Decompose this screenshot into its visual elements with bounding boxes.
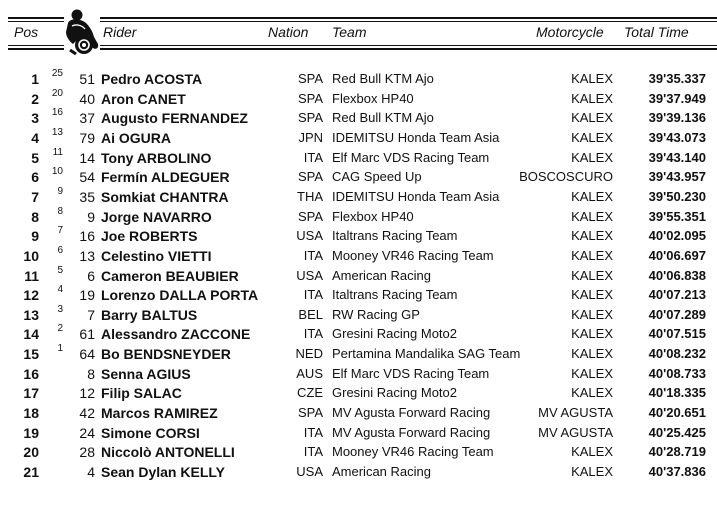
rider-name-cell: Aron CANET	[101, 90, 186, 107]
nation-cell: BEL	[298, 306, 323, 322]
motorcycle-cell: KALEX	[571, 129, 613, 145]
total-time-cell: 39'50.230	[648, 188, 706, 204]
col-header-nation: Nation	[268, 24, 309, 40]
team-cell: Red Bull KTM Ajo	[332, 71, 434, 86]
position-cell: 6	[31, 169, 39, 186]
nation-cell: ITA	[303, 424, 323, 440]
motorcycle-cell: KALEX	[571, 149, 613, 165]
nation-cell: JPN	[298, 129, 323, 145]
nation-cell: ITA	[303, 287, 323, 303]
team-cell: Italtrans Racing Team	[332, 287, 458, 303]
result-row	[0, 366, 717, 385]
result-row	[0, 107, 717, 129]
total-time-cell: 40'18.335	[648, 385, 706, 401]
rider-name-cell: Barry BALTUS	[101, 306, 198, 323]
team-cell: Red Bull KTM Ajo	[332, 110, 434, 126]
motorcycle-cell: KALEX	[571, 90, 613, 106]
total-time-cell: 40'07.213	[648, 287, 706, 303]
nation-cell: SPA	[297, 71, 323, 86]
position-cell: 8	[31, 208, 39, 225]
motorcycle-cell: KALEX	[571, 228, 613, 244]
position-cell: 7	[31, 188, 39, 205]
position-cell: 19	[23, 424, 39, 441]
nation-cell: USA	[296, 228, 323, 244]
motorcycle-cell: KALEX	[571, 287, 613, 303]
rider-name-cell: Jorge NAVARRO	[101, 208, 212, 225]
rider-number-cell: 79	[79, 129, 95, 146]
nation-cell: USA	[296, 464, 323, 479]
rider-number-cell: 16	[79, 228, 95, 245]
team-cell: Gresini Racing Moto2	[332, 326, 457, 342]
total-time-cell: 39'43.073	[648, 129, 706, 145]
header-rule-bottom-right	[100, 48, 717, 50]
total-time-cell: 40'37.836	[648, 464, 706, 479]
header-rule-top-right	[100, 17, 717, 19]
team-cell: MV Agusta Forward Racing	[332, 424, 491, 440]
points-cell: 6	[57, 244, 63, 256]
result-row	[0, 264, 717, 287]
rider-number-cell: 13	[79, 247, 95, 264]
rider-name-cell: Augusto FERNANDEZ	[101, 110, 248, 127]
points-cell: 5	[57, 264, 63, 276]
result-row	[0, 185, 717, 208]
nation-cell: SPA	[297, 208, 323, 224]
rider-number-cell: 8	[87, 365, 95, 382]
points-cell: 13	[51, 126, 63, 138]
motorcycle-cell: KALEX	[571, 71, 613, 86]
result-row	[0, 166, 717, 188]
motorcycle-cell: KALEX	[571, 208, 613, 224]
rider-number-cell: 12	[79, 385, 95, 402]
total-time-cell: 40'08.733	[648, 365, 706, 381]
rider-name-cell: Marcos RAMIREZ	[101, 405, 218, 422]
team-cell: Flexbox HP40	[332, 90, 414, 106]
motorcycle-cell: KALEX	[571, 306, 613, 322]
total-time-cell: 40'06.838	[648, 267, 706, 283]
nation-cell: SPA	[297, 110, 323, 126]
total-time-cell: 40'20.651	[648, 405, 706, 421]
motorcycle-cell: KALEX	[571, 444, 613, 460]
nation-cell: AUS	[296, 365, 323, 381]
result-row	[0, 225, 717, 247]
points-cell: 3	[57, 303, 63, 315]
result-row	[0, 303, 717, 326]
rider-number-cell: 7	[87, 306, 95, 323]
points-cell: 8	[57, 205, 63, 217]
position-cell: 20	[23, 444, 39, 461]
rider-number-cell: 40	[79, 90, 95, 107]
rider-name-cell: Bo BENDSNEYDER	[101, 346, 231, 363]
team-cell: Flexbox HP40	[332, 208, 414, 224]
position-cell: 13	[23, 306, 39, 323]
total-time-cell: 39'55.351	[648, 208, 706, 224]
header-rule-bottom-right-thin	[100, 45, 717, 46]
result-row	[0, 323, 717, 345]
rider-number-cell: 54	[79, 169, 95, 186]
header-rule-top-left	[8, 17, 64, 19]
col-header-team: Team	[332, 24, 367, 40]
total-time-cell: 39'37.949	[648, 90, 706, 106]
result-row	[0, 385, 717, 404]
total-time-cell: 40'07.515	[648, 326, 706, 342]
rider-name-cell: Celestino VIETTI	[101, 247, 212, 264]
rider-name-cell: Pedro ACOSTA	[101, 71, 203, 87]
nation-cell: ITA	[303, 247, 323, 263]
motorcycle-cell: MV AGUSTA	[538, 405, 613, 421]
header-rule-top-left-thin	[8, 21, 64, 22]
motorcycle-rider-icon	[60, 8, 102, 56]
result-row	[0, 444, 717, 463]
team-cell: American Racing	[332, 464, 431, 479]
points-cell: 25	[51, 68, 63, 79]
motorcycle-cell: KALEX	[571, 385, 613, 401]
points-cell: 10	[51, 166, 63, 178]
col-header-total-time: Total Time	[624, 24, 689, 40]
header-rule-top-right-thin	[100, 21, 717, 22]
total-time-cell: 40'07.289	[648, 306, 706, 322]
team-cell: Elf Marc VDS Racing Team	[332, 149, 490, 165]
team-cell: MV Agusta Forward Racing	[332, 405, 491, 421]
total-time-cell: 39'43.957	[648, 169, 706, 185]
total-time-cell: 39'39.136	[648, 110, 706, 126]
result-row	[0, 244, 717, 267]
position-cell: 14	[23, 326, 39, 343]
total-time-cell: 39'43.140	[648, 149, 706, 165]
motorcycle-cell: KALEX	[571, 188, 613, 204]
position-cell: 4	[31, 129, 39, 146]
rider-name-cell: Sean Dylan KELLY	[101, 464, 225, 480]
col-header-rider: Rider	[103, 24, 137, 40]
rider-number-cell: 24	[79, 424, 95, 441]
result-row	[0, 343, 717, 365]
motorcycle-cell: KALEX	[571, 346, 613, 362]
rider-number-cell: 28	[79, 444, 95, 461]
rider-name-cell: Lorenzo DALLA PORTA	[101, 287, 259, 304]
team-cell: Mooney VR46 Racing Team	[332, 444, 494, 460]
nation-cell: SPA	[297, 405, 323, 421]
motorcycle-cell: MV AGUSTA	[538, 424, 613, 440]
points-cell: 2	[57, 323, 63, 335]
position-cell: 10	[23, 247, 39, 264]
total-time-cell: 40'08.232	[648, 346, 706, 362]
position-cell: 12	[23, 287, 39, 304]
nation-cell: USA	[296, 267, 323, 283]
rider-name-cell: Somkiat CHANTRA	[101, 188, 229, 205]
position-cell: 5	[31, 149, 39, 166]
points-cell: 1	[57, 343, 63, 355]
nation-cell: ITA	[303, 444, 323, 460]
result-row	[0, 68, 717, 90]
rider-number-cell: 6	[87, 267, 95, 284]
rider-number-cell: 61	[79, 326, 95, 343]
points-cell: 20	[51, 87, 63, 99]
nation-cell: SPA	[297, 169, 323, 185]
rider-number-cell: 9	[87, 208, 95, 225]
rider-number-cell: 42	[79, 405, 95, 422]
team-cell: Mooney VR46 Racing Team	[332, 247, 494, 263]
position-cell: 9	[31, 228, 39, 245]
nation-cell: CZE	[297, 385, 323, 401]
motorcycle-cell: KALEX	[571, 110, 613, 126]
rider-number-cell: 51	[79, 71, 95, 87]
nation-cell: SPA	[297, 90, 323, 106]
team-cell: American Racing	[332, 267, 431, 283]
result-row	[0, 464, 717, 483]
result-row	[0, 425, 717, 444]
team-cell: IDEMITSU Honda Team Asia	[332, 129, 500, 145]
position-cell: 17	[23, 385, 39, 402]
col-header-pos: Pos	[14, 24, 39, 40]
team-cell: Pertamina Mandalika SAG Team	[332, 346, 521, 362]
rider-name-cell: Cameron BEAUBIER	[101, 267, 239, 284]
motorcycle-cell: KALEX	[571, 267, 613, 283]
rider-name-cell: Simone CORSI	[101, 424, 200, 441]
position-cell: 21	[23, 464, 39, 480]
total-time-cell: 40'06.697	[648, 247, 706, 263]
rider-number-cell: 37	[79, 110, 95, 127]
nation-cell: ITA	[303, 326, 323, 342]
team-cell: Elf Marc VDS Racing Team	[332, 365, 490, 381]
position-cell: 11	[24, 267, 39, 284]
rider-number-cell: 14	[79, 149, 95, 166]
rider-name-cell: Ai OGURA	[101, 129, 171, 146]
result-row	[0, 87, 717, 110]
rider-number-cell: 64	[79, 346, 95, 363]
rider-name-cell: Niccolò ANTONELLI	[101, 444, 235, 461]
position-cell: 3	[31, 110, 39, 127]
result-row	[0, 405, 717, 424]
motorcycle-cell: KALEX	[571, 464, 613, 479]
header-rule-bottom-left	[8, 48, 64, 50]
result-row	[0, 205, 717, 228]
total-time-cell: 40'25.425	[648, 424, 706, 440]
points-cell: 9	[57, 185, 63, 197]
nation-cell: THA	[297, 188, 323, 204]
position-cell: 1	[31, 71, 39, 87]
motorcycle-cell: BOSCOSCURO	[519, 169, 613, 185]
team-cell: CAG Speed Up	[332, 169, 422, 185]
motorcycle-cell: KALEX	[571, 247, 613, 263]
nation-cell: NED	[295, 346, 323, 362]
team-cell: IDEMITSU Honda Team Asia	[332, 188, 500, 204]
position-cell: 15	[23, 346, 39, 363]
rider-number-cell: 4	[87, 464, 95, 480]
points-cell: 7	[57, 225, 63, 237]
position-cell: 18	[23, 405, 39, 422]
nation-cell: ITA	[303, 149, 323, 165]
result-row	[0, 146, 717, 169]
points-cell: 11	[52, 146, 63, 158]
header-rule-bottom-left-thin	[8, 45, 64, 46]
motorcycle-cell: KALEX	[571, 365, 613, 381]
motorcycle-cell: KALEX	[571, 326, 613, 342]
total-time-cell: 40'28.719	[648, 444, 706, 460]
position-cell: 16	[23, 365, 39, 382]
points-cell: 16	[51, 107, 63, 119]
rider-name-cell: Fermín ALDEGUER	[101, 169, 230, 186]
team-cell: Italtrans Racing Team	[332, 228, 458, 244]
rider-name-cell: Joe ROBERTS	[101, 228, 198, 245]
team-cell: Gresini Racing Moto2	[332, 385, 457, 401]
col-header-motorcycle: Motorcycle	[536, 24, 604, 40]
rider-name-cell: Filip SALAC	[101, 385, 182, 402]
total-time-cell: 40'02.095	[648, 228, 706, 244]
position-cell: 2	[31, 90, 39, 107]
rider-name-cell: Alessandro ZACCONE	[101, 326, 251, 343]
points-cell: 4	[57, 284, 63, 296]
rider-number-cell: 19	[79, 287, 95, 304]
result-row	[0, 126, 717, 149]
rider-number-cell: 35	[79, 188, 95, 205]
rider-name-cell: Tony ARBOLINO	[101, 149, 212, 166]
result-row	[0, 284, 717, 306]
rider-name-cell: Senna AGIUS	[101, 365, 191, 382]
team-cell: RW Racing GP	[332, 306, 420, 322]
total-time-cell: 39'35.337	[648, 71, 706, 86]
